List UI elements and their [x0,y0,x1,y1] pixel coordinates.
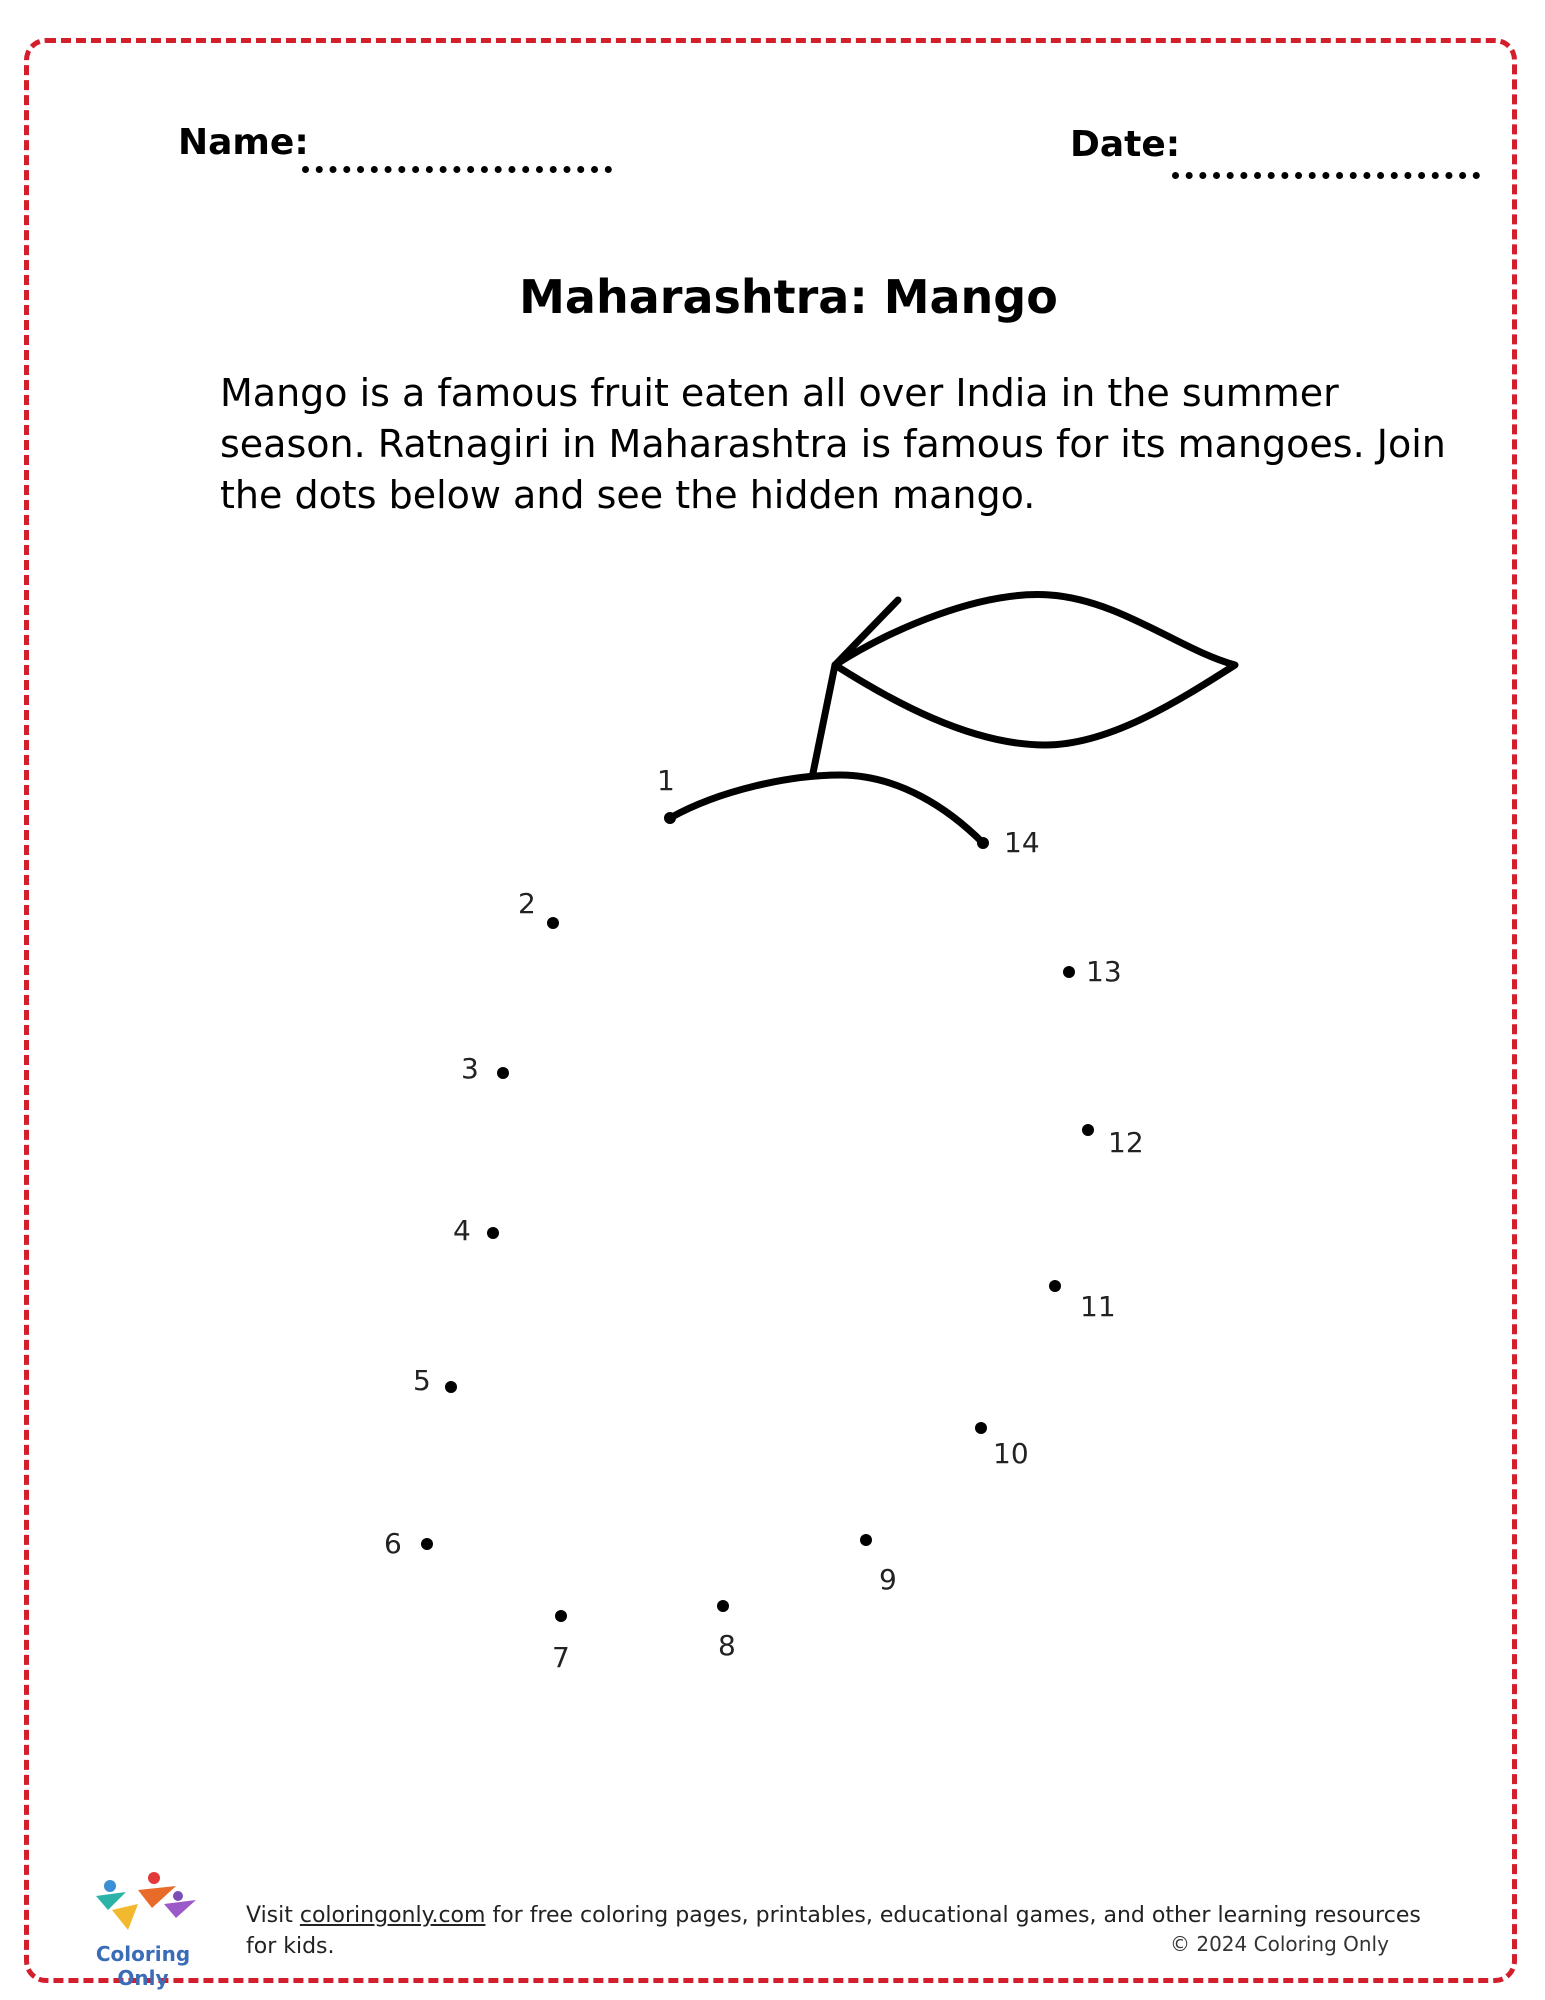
name-label: Name: [178,122,309,163]
leaf-outline [835,595,1235,745]
dot-2 [547,917,559,929]
footer-visit-prefix: Visit [246,1903,300,1928]
footer-site-link[interactable]: coloringonly.com [299,1903,486,1928]
dot-label-14: 14 [1004,826,1040,859]
dot-13 [1063,966,1075,978]
footer-copyright: © 2024 Coloring Only [1170,1932,1389,1956]
worksheet-title: Maharashtra: Mango [519,270,1058,324]
dot-label-7: 7 [552,1641,570,1674]
dot-11 [1049,1280,1061,1292]
dot-label-4: 4 [453,1214,471,1247]
dot-label-13: 13 [1086,955,1122,988]
puzzle-dots [421,812,1094,1622]
dot-3 [497,1067,509,1079]
dot-9 [860,1534,872,1546]
dot-label-9: 9 [879,1563,897,1596]
date-label: Date: [1070,124,1181,165]
dot-label-6: 6 [384,1527,402,1560]
puzzle-dot-labels [384,764,1144,1674]
dot-label-10: 10 [993,1437,1029,1470]
dot-8 [717,1600,729,1612]
dot-4 [487,1227,499,1239]
dot-5 [445,1381,457,1393]
stem-line [813,665,835,773]
dot-label-1: 1 [657,764,675,797]
dot-10 [975,1422,987,1434]
worksheet-description: Mango is a famous fruit eaten all over India in the summer season. Ratnagiri in Maharashtra is famous for its mangoes. Join the dots below and see the hidden mango. [220,371,1446,517]
logo-figures-icon [68,1870,218,1942]
coloring-only-logo[interactable] [68,1870,218,1990]
dot-label-12: 12 [1108,1126,1144,1159]
dot-label-2: 2 [518,887,536,920]
dot-12 [1082,1124,1094,1136]
footer-visit-suffix: for free coloring pages, printables, educational games, and other learning resources for kids. [246,1903,1421,1959]
dot-label-8: 8 [718,1629,736,1662]
mango-top-curve [670,775,983,843]
dot-label-3: 3 [461,1052,479,1085]
dot-1 [664,812,676,824]
dot-label-11: 11 [1080,1290,1116,1323]
logo-text: Coloring Only [95,1942,191,1990]
dot-14 [977,837,989,849]
dot-7 [555,1610,567,1622]
dot-label-5: 5 [413,1364,431,1397]
dot-6 [421,1538,433,1550]
